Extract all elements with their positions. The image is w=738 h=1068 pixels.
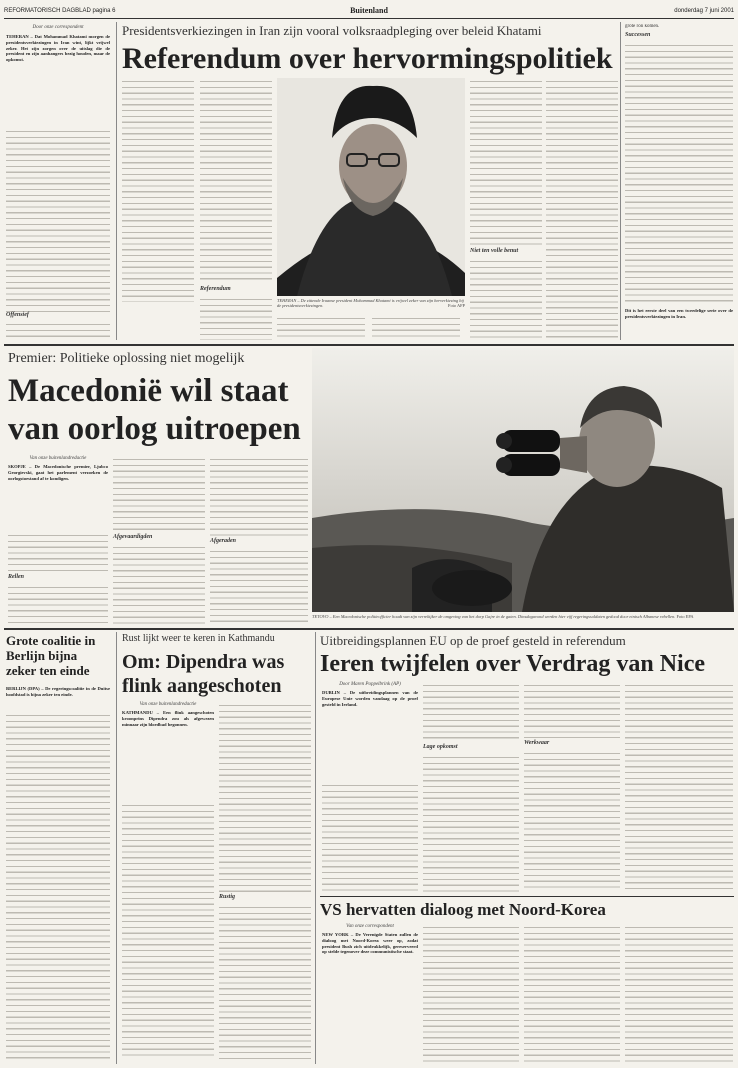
eu-subhead: Lage opkomst xyxy=(423,744,458,750)
macedonia-body-text xyxy=(113,544,205,624)
korea-body-text xyxy=(625,924,733,1062)
iran-photo-caption xyxy=(277,298,465,309)
eu-body-text xyxy=(524,750,620,892)
eu-lead: DUBLIN – De uitbreidingsplannen van de Europese Unie worden vandaag op de proef gesteld in Ierland. xyxy=(322,690,418,707)
section-rule xyxy=(4,344,734,346)
macedonia-kicker: Premier: Politieke oplossing niet mogelijk xyxy=(8,351,245,366)
nepal-body-text xyxy=(219,702,311,892)
nepal-headline: Om: Dipendra was flink aangeschoten xyxy=(122,651,285,697)
macedonia-lead: SKOPJE – De Macedonische premier, Ljubco Georgievski, gaat het parlement verzoeken de oorlogstoestand af te kondigen. xyxy=(8,464,108,481)
nepal-body-text xyxy=(122,802,214,1060)
iran-subhead: Referendum xyxy=(200,286,231,292)
iran-body-text xyxy=(122,78,194,302)
iran-body-text xyxy=(470,258,542,340)
macedonia-headline: Macedonië wil staat van oorlog uitroepen xyxy=(8,373,301,447)
iran-subhead: Offensief xyxy=(6,312,29,318)
berlin-body-text xyxy=(6,712,110,1062)
newspaper-page-label: REFORMATORISCH DAGBLAD pagina 6 xyxy=(4,8,116,14)
iran-body-text xyxy=(6,128,110,312)
nepal-body-text xyxy=(219,904,311,1060)
nepal-kicker: Rust lijkt weer te keren in Kathmandu xyxy=(122,633,275,644)
iran-byline: Door onze correspondent xyxy=(32,25,84,30)
berlin-headline: Grote coalitie in Berlijn bijna zeker ten einde xyxy=(6,633,96,678)
section-rule xyxy=(4,628,734,630)
macedonia-body-text xyxy=(113,456,205,532)
eu-body-text xyxy=(423,754,519,892)
iran-body-text xyxy=(200,296,272,340)
iran-body-text xyxy=(372,315,460,340)
iran-body-text xyxy=(546,78,618,340)
macedonia-body-text xyxy=(8,532,108,572)
korea-body-text xyxy=(423,924,519,1062)
eu-subhead: Werkwaar xyxy=(524,740,550,746)
eu-byline: Door Maren Poppelbrink (AP) xyxy=(339,682,401,687)
sidebar-body-text xyxy=(625,42,733,306)
eu-body-text xyxy=(423,682,519,742)
column-divider xyxy=(620,22,621,340)
section-rule xyxy=(320,896,734,897)
macedonia-soldier-photo xyxy=(312,348,734,612)
iran-body-text xyxy=(200,78,272,284)
iran-kicker: Presidentsverkiezingen in Iran zijn vooral volksraadpleging over beleid Khatami xyxy=(122,23,542,38)
sidebar-lead: grote ron komen. xyxy=(625,24,660,29)
page-date: donderdag 7 juni 2001 xyxy=(674,8,734,14)
korea-byline: Van onze correspondent xyxy=(346,924,394,929)
eu-body-text xyxy=(625,682,733,892)
korea-lead: NEW YORK – De Verenigde Staten zullen de dialoog met Noord-Korea weer op, zodat president Bush zich uitdrukkelijk, gereserveerd op stelde tegenover deze communistische staat. xyxy=(322,932,418,955)
iran-subhead: Niet ten volle benut xyxy=(470,248,519,254)
iran-body-text xyxy=(277,315,365,340)
page-header xyxy=(4,6,734,19)
macedonia-body-text xyxy=(8,584,108,624)
sidebar-closing-note: Dit is het eerste deel van een tweedelige serie over de presidentsverkiezingen in Iran. xyxy=(625,308,733,319)
column-divider xyxy=(116,632,117,1064)
khatami-photo xyxy=(277,78,465,296)
nepal-lead: KATHMANDU – Een flink aangeschoten kroonprins Dipendra zou als afgewezen minnaar zijn bloedbad begonnen. xyxy=(122,710,214,727)
berlin-lead: BERLIJN (DPA) – De regeringscoalitie in de Duitse hoofdstad is bijna zeker ten einde. xyxy=(6,686,110,697)
sidebar-subhead: Successen xyxy=(625,32,651,38)
eu-headline: Ieren twijfelen over Verdrag van Nice xyxy=(320,651,706,677)
macedonia-byline: Van onze buitenlandredactie xyxy=(29,456,87,461)
macedonia-body-text xyxy=(210,456,308,536)
iran-body-text xyxy=(470,78,542,246)
macedonia-body-text xyxy=(210,548,308,624)
column-divider xyxy=(315,632,316,1064)
macedonia-subhead: Afgeraden xyxy=(210,538,236,544)
iran-lead: TEHERAN – Dat Mohammad Khatami morgen de presidentsverkiezingen in Iran wint, lijkt vrijwel zeker. Het zijn zorgen over de uitslag die de president en zijn aanhangers bezig houden, maar de opkomst. xyxy=(6,34,110,63)
iran-headline: Referendum over hervormingspolitiek xyxy=(122,42,613,75)
macedonia-subhead: Afgevaardigden xyxy=(113,534,153,540)
eu-body-text xyxy=(322,782,418,892)
macedonia-photo-caption xyxy=(312,614,732,619)
eu-body-text xyxy=(524,682,620,738)
macedonia-subhead: Rellen xyxy=(8,574,24,580)
photo-credit: Foto AFP xyxy=(448,303,465,309)
photo-credit: Foto EPA xyxy=(676,614,694,619)
eu-kicker: Uitbreidingsplannen EU op de proef gesteld in referendum xyxy=(320,633,626,648)
nepal-byline: Van onze buitenlandredactie xyxy=(139,702,197,707)
column-divider xyxy=(116,22,117,340)
iran-body-text xyxy=(6,321,110,339)
section-title: Buitenland xyxy=(350,6,388,15)
korea-body-text xyxy=(524,924,620,1062)
korea-headline: VS hervatten dialoog met Noord-Korea xyxy=(320,900,606,919)
nepal-subhead: Rustig xyxy=(219,894,236,900)
caption-text: TETOVO – Een Macedonische politieofficier houdt van zijn verrekijker de omgeving van het dorp Gajre in de gaten. Dinsdagavond werden hier vijf regeringssoldaten gedood door etnisch Albanese rebellen. xyxy=(312,614,676,619)
caption-text: TEHERAN – De zittende Iraanse president Mohammad Khatami is vrijwel zeker van zijn herverkiezing bij de presidentsverkiezingen. xyxy=(277,298,464,309)
